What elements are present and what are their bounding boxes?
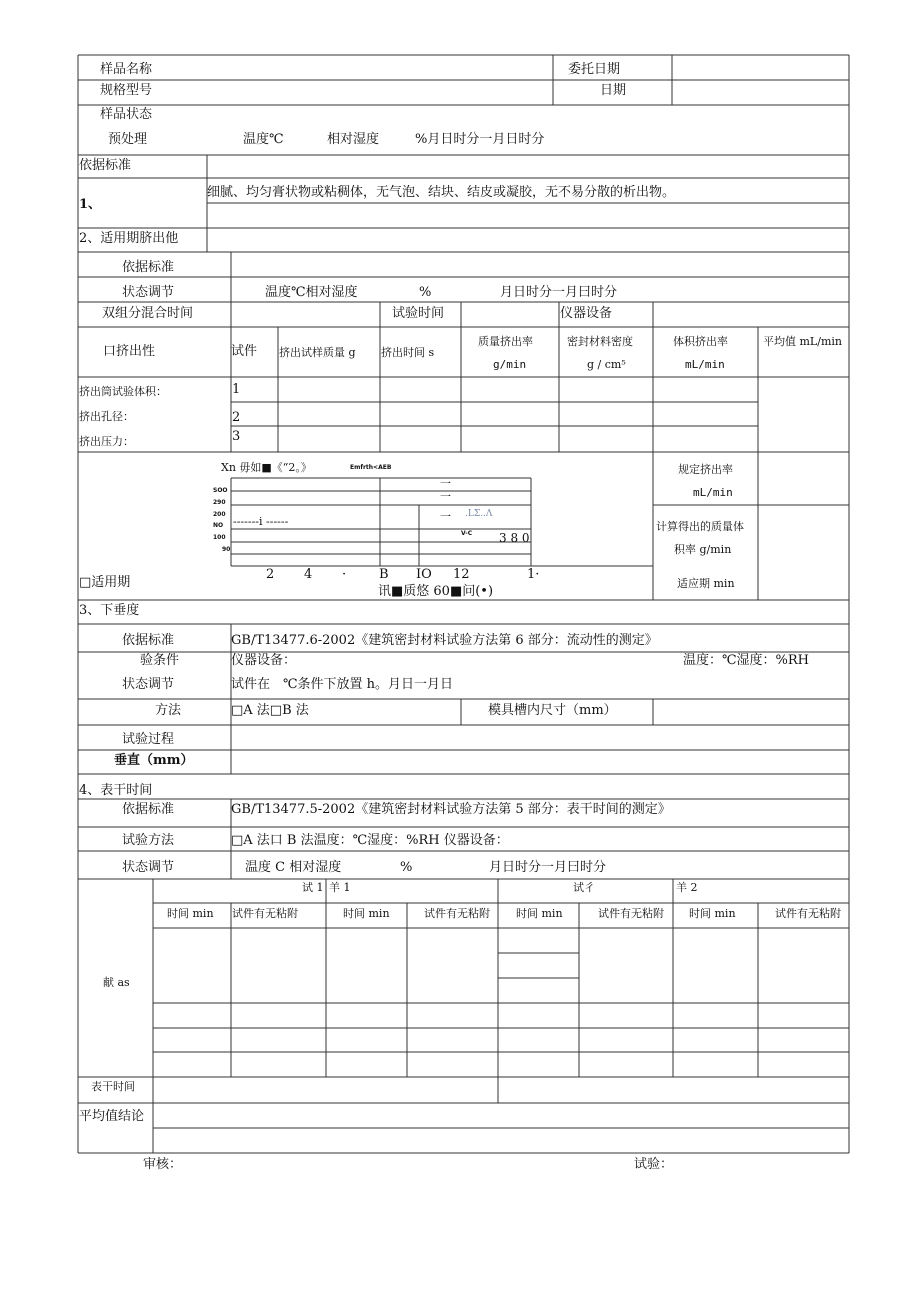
x-tick: 4 [304,567,313,582]
spec-model-label: 规格型号 [100,83,153,98]
col-time-min: 时间 min [167,907,214,920]
date-label: 日期 [600,83,627,98]
sag-method-label: 方法 [155,703,182,718]
row-number: 2 [232,410,241,425]
mold-size-label: 模具槽内尺寸（mm） [488,703,617,718]
tackfree-standard-label: 依据标准 [122,802,175,817]
extrusion-standard-label: 依据标准 [122,260,175,275]
test-time-label: 试验时间 [392,306,445,321]
side-label: 献 as [103,976,130,989]
item1-number: 1、 [79,197,102,212]
chart-annotation: V-C [461,530,473,537]
sag-standard-value: GB/T13477.6-2002《建筑密封材料试验方法第 6 部分：流动性的测定》 [231,633,658,648]
standard-label: 依据标准 [79,158,132,173]
col-adhesion: 试件有无粘附 [232,907,298,920]
chart-annotation: .LΣ..Λ [465,509,493,519]
x-tick: · [342,567,347,582]
col-time: 挤出时间 s [381,346,435,359]
sag-method-checkboxes[interactable]: □A 法□B 法 [231,703,309,718]
col-time-min: 时间 min [689,907,736,920]
pretreat-time: %月日时分一月日时分 [415,132,545,147]
sag-temp-rh: 温度：℃湿度：%RH [683,653,810,668]
col-mass-rate: 质量挤出率 [478,335,533,348]
x-tick: 12 [453,567,470,582]
calc-rate-label: 计算得出的质量体 [656,520,744,533]
instrument-label: 仪器设备 [560,306,613,321]
orifice-label: 挤出孔径： [79,410,134,423]
pot-life-checkbox[interactable]: □适用期 [79,575,131,590]
x-tick: B [379,567,389,582]
y-tick: NO [213,522,224,529]
sample1-label-b: 羊 1 [329,881,351,894]
entrust-date-label: 委托日期 [568,62,621,77]
sag-state-label: 状态调节 [122,677,175,692]
col-volume-rate-unit: mL/min [685,358,725,371]
col-volume-rate: 体积挤出率 [673,335,728,348]
col-average: 平均值 mL/min [763,335,842,348]
extrusion-condition-label: 状态调节 [122,285,175,300]
pretreat-rh: 相对湿度 [327,132,380,147]
x-tick: IO [416,567,432,582]
chart-title: Xn 毋如■《“2。》 [221,461,312,474]
item2-title: 2、适用期脐出他 [79,231,179,246]
tackfree-state-temp: 温度 C 相对湿度 [245,860,342,875]
extrudability-label: 口挤出性 [103,344,156,359]
tackfree-standard-value: GB/T13477.5-2002《建筑密封材料试验方法第 5 部分：表干时间的测定》 [231,802,671,817]
chart-annotation: 3 8 0 [499,531,530,545]
arrow-mark: 一 [440,510,451,523]
item1-text: 细腻、均匀膏状物或粘稠体，无气泡、结块、结皮或凝胶，无不易分散的析出物。 [207,185,676,200]
col-density-unit: g / cm⁵ [587,358,626,371]
sag-state-value: 试件在 ℃条件下放置 h。月日一月日 [231,677,454,692]
sample-name-label: 样品名称 [100,62,153,77]
chart-xlabel: 讯■质悠 60■问(•) [378,584,494,599]
sag-title: 3、下垂度 [79,603,140,618]
calc-rate-label-2: 积率 g/min [674,543,732,556]
y-tick: SOO [213,487,228,494]
pretreat-label: 预处理 [108,132,148,147]
pot-life-min-label: 适应期 min [677,577,735,590]
x-tick: 1· [527,567,540,582]
chart-subtitle: Emfrth<AEB [350,464,392,471]
extrusion-cond-temp: 温度℃相对湿度 [265,285,358,300]
col-mass-rate-unit: g/min [493,358,527,371]
conclusion-label: 平均值结论 [79,1109,145,1124]
sag-cond-label: 验条件 [140,653,180,668]
col-time-min: 时间 min [343,907,390,920]
tackfree-state-pct: % [400,860,413,875]
spec-rate-label: 规定挤出率 [678,463,733,476]
col-specimen: 试件 [231,344,258,359]
tackfree-method-value[interactable]: □A 法口 B 法温度：℃湿度：%RH 仪器设备： [231,833,509,848]
x-tick: 2 [266,567,275,582]
y-tick: 100 [213,534,226,541]
tackfree-state-label: 状态调节 [122,860,175,875]
sag-standard-label: 依据标准 [122,633,175,648]
sag-instrument: 仪器设备： [231,653,297,668]
col-adhesion: 试件有无粘附 [598,907,664,920]
pressure-label: 挤出压力： [79,435,134,448]
sample2-label: 试彳 [573,881,595,894]
spec-rate-unit: mL/min [693,486,733,499]
sample2-label-b: 羊 2 [676,881,698,894]
tester-label: 试验： [634,1157,674,1172]
dash-label: -------i ------ [233,515,289,528]
col-time-min: 时间 min [516,907,563,920]
sample1-label: 试 1 [302,881,324,894]
row-number: 3 [232,429,241,444]
extrusion-cond-pct: % [419,285,432,300]
tackfree-state-time: 月日时分一月曰时分 [489,860,607,875]
row-number: 1 [232,382,241,397]
vertical-label: 垂直（mm） [114,753,194,768]
y-tick: 200 [213,511,226,518]
col-mass: 挤出试样质量 g [279,346,356,359]
process-label: 试验过程 [122,732,175,747]
pretreat-temp: 温度℃ [243,132,284,147]
barrel-volume-label: 挤出筒试验体积： [79,385,167,398]
arrow-mark: 一 [440,477,451,490]
tackfree-title: 4、表干时间 [79,783,153,798]
mix-time-label: 双组分混合时间 [102,306,194,321]
y-tick: 290 [213,499,226,506]
col-adhesion: 试件有无粘附 [775,907,841,920]
arrow-mark: 一 [440,490,451,503]
tackfree-time-label: 表干时间 [91,1080,135,1093]
y-tick: 90 [222,546,231,553]
sample-state-label: 样品状态 [100,107,153,122]
reviewer-label: 审核： [143,1157,183,1172]
col-density: 密封材料密度 [567,335,633,348]
tackfree-method-label: 试验方法 [122,833,175,848]
col-adhesion: 试件有无粘附 [424,907,490,920]
extrusion-cond-time: 月日时分一月曰时分 [500,285,618,300]
